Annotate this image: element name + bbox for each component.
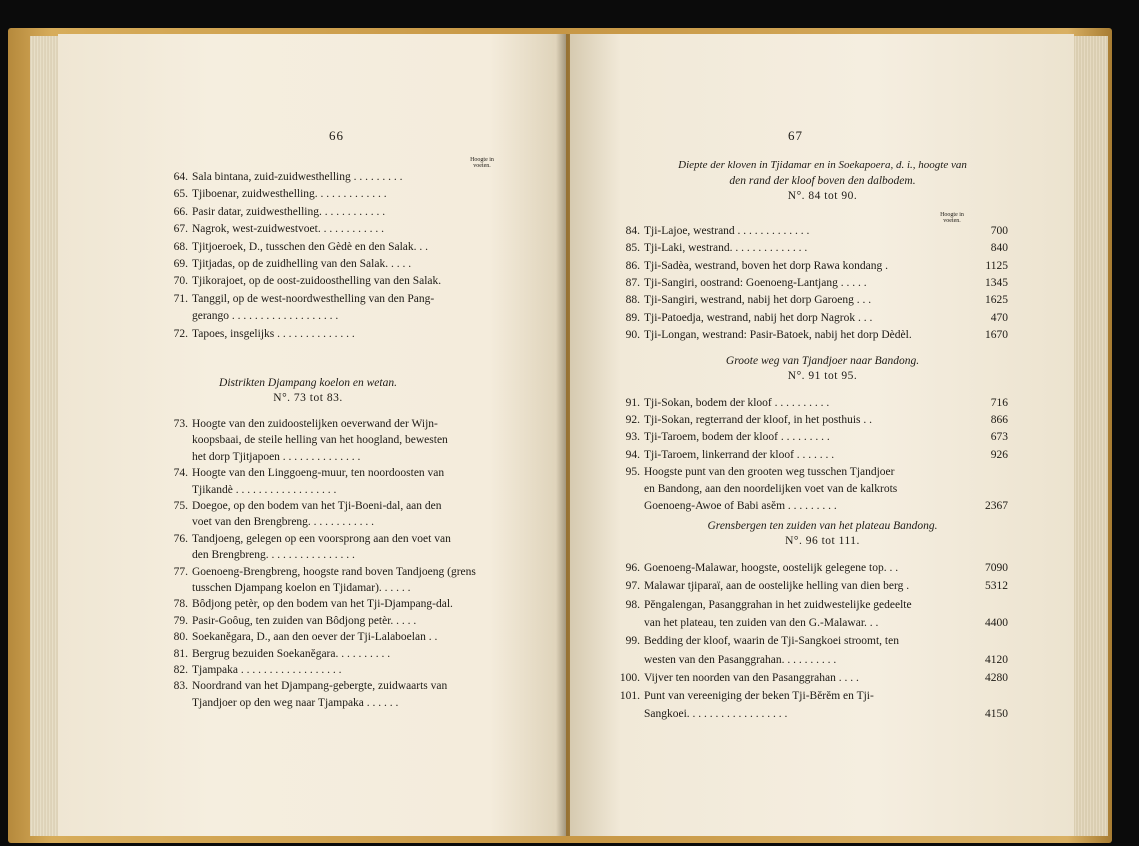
entry-description: Noordrand van het Djampang-gebergte, zuidwaarts van <box>192 680 448 693</box>
column-header: Hoogte in voeten. <box>940 212 964 224</box>
entry-number: 88. <box>625 294 640 307</box>
table-row <box>166 483 608 498</box>
entry-number: 64. <box>173 171 188 183</box>
table-row <box>618 561 1008 576</box>
table-row <box>166 274 608 289</box>
table-row <box>166 663 608 678</box>
entry-description: en Bandong, aan den noordelijken voet van de kalkrots <box>644 483 898 495</box>
entry-description: Goenoeng-Malawar, hoogste, oostelijk gelegene top. . . <box>644 562 899 574</box>
entry-description: Tjikandè . . . . . . . . . . . . . . . . . . <box>192 483 337 496</box>
entry-number: 80. <box>173 631 188 644</box>
entry-description: tusschen Djampang koelon en Tjidamar). . . . . . <box>192 582 411 594</box>
entry-description: Tji-Lajoe, westrand . . . . . . . . . . . . . <box>644 225 810 237</box>
table-row <box>166 187 608 202</box>
entry-number: 98. <box>625 598 640 611</box>
entry-number: 92. <box>625 414 640 427</box>
entry-description: Sala bintana, zuid-zuidwesthelling . . . . . . . . . <box>192 171 403 183</box>
entry-height-value: 4120 <box>985 653 1008 666</box>
table-row <box>166 327 608 342</box>
entry-number: 91. <box>625 397 640 409</box>
page-number: 66 <box>329 128 344 143</box>
entry-number: 83. <box>173 680 188 693</box>
entry-description: Tjitjadas, op de zuidhelling van den Salak. . . . . <box>192 258 412 270</box>
entry-description: van het plateau, ten zuiden van den G.-Malawar. . . <box>644 616 879 629</box>
entry-description: Doegoe, op den bodem van het Tji-Boeni-dal, aan den <box>192 500 442 512</box>
left-page <box>58 34 566 836</box>
entry-height-value: 4280 <box>985 671 1008 684</box>
entry-description: Tjikorajoet, op de oost-zuidoosthelling van den Salak. <box>192 275 442 288</box>
entry-description: Tjampaka . . . . . . . . . . . . . . . . . . <box>192 664 342 676</box>
entry-height-value: 7090 <box>985 562 1008 574</box>
entry-description: Tanggil, op de west-noordwesthelling van den Pang- <box>192 292 435 305</box>
section-title: Distrikten Djampang koelon en wetan. <box>219 377 397 389</box>
table-row <box>618 634 1008 649</box>
entry-height-value: 840 <box>990 242 1008 255</box>
entry-description: Bergrug bezuiden Soekanĕgara. . . . . . . . . . <box>192 647 391 660</box>
table-row <box>618 598 1008 613</box>
page-number: 67 <box>788 128 803 143</box>
table-row <box>166 205 608 220</box>
entry-height-value: 700 <box>990 225 1008 237</box>
entry-height-value: 1670 <box>985 328 1008 341</box>
table-row <box>618 448 1008 463</box>
entry-number: 66. <box>173 205 188 218</box>
entry-height-value: 2367 <box>985 500 1008 513</box>
table-row <box>166 614 608 629</box>
entry-number: 71. <box>173 292 188 305</box>
entry-description: Tjiboenar, zuidwesthelling. . . . . . . . . . . . . <box>192 188 387 201</box>
entry-number: 78. <box>173 598 188 611</box>
entry-description: Goenoeng-Brengbreng, hoogste rand boven Tandjoeng (grens <box>192 565 476 578</box>
section-range: N°. 91 tot 95. <box>787 370 858 382</box>
table-row <box>166 222 608 237</box>
entry-description: Soekanĕgara, D., aan den oever der Tji-Lalaboelan . . <box>192 631 438 644</box>
section-title: Groote weg van Tjandjoer naar Bandong. <box>725 355 920 367</box>
entry-number: 74. <box>173 467 188 480</box>
entry-number: 95. <box>625 465 640 478</box>
table-row <box>166 647 608 662</box>
entry-description: koopsbaai, de steile helling van het hoogland, bewesten <box>192 434 448 447</box>
table-row <box>618 259 1008 274</box>
entry-height-value: 866 <box>990 414 1008 427</box>
right-page <box>570 34 1074 836</box>
entry-number: 86. <box>625 259 640 272</box>
entry-description: Punt van vereeniging der beken Tji-Bĕrĕm en Tji- <box>644 690 874 703</box>
entry-description: Tji-Taroem, bodem der kloof . . . . . . . . . <box>644 431 830 444</box>
column-header: Hoogte in voeten. <box>470 157 494 169</box>
entry-description: Bôdjong petèr, op den bodem van het Tji-Djampang-dal. <box>192 598 453 611</box>
entry-number: 73. <box>173 418 188 430</box>
table-row <box>618 579 1008 594</box>
entry-description: Bedding der kloof, waarin de Tji-Sangkoei stroomt, ten <box>644 635 899 648</box>
table-row <box>618 430 1008 445</box>
entry-description: Tji-Patoedja, westrand, nabij het dorp Nagrok . . . <box>644 311 873 324</box>
entry-number: 100. <box>619 671 640 684</box>
section-title: Diepte der kloven in Tjidamar en in Soekapoera, d. i., hoogte van <box>678 159 967 171</box>
entry-number: 81. <box>173 647 188 660</box>
entry-description: Hoogte van den Linggoeng-muur, ten noordoosten van <box>192 467 445 480</box>
entry-number: 87. <box>625 276 640 289</box>
entry-number: 94. <box>625 448 640 461</box>
section-range: N°. 84 tot 90. <box>787 190 858 202</box>
entry-description: Tji-Sokan, bodem der kloof . . . . . . . . . . <box>644 397 830 409</box>
page-edges-right <box>1068 36 1108 836</box>
section-title: Grensbergen ten zuiden van het plateau Bandong. <box>707 520 938 532</box>
entry-description: den Brengbreng. . . . . . . . . . . . . . . . <box>192 549 355 562</box>
entry-number: 76. <box>173 532 188 545</box>
table-row <box>166 433 608 448</box>
entry-description: Tji-Sadèa, westrand, boven het dorp Rawa kondang . <box>644 259 888 272</box>
entry-description: westen van den Pasanggrahan. . . . . . . . . . <box>644 653 837 666</box>
table-row <box>166 499 608 514</box>
entry-height-value: 470 <box>990 311 1008 324</box>
table-row <box>166 597 608 612</box>
table-row <box>618 689 1008 704</box>
entry-description: Hoogte van den zuidoostelijken oeverwand der Wijn- <box>192 418 438 430</box>
entry-number: 77. <box>173 565 188 578</box>
entry-height-value: 1625 <box>985 294 1008 307</box>
entry-description: Tjitjoeroek, D., tusschen den Gèdè en den Salak. . . <box>192 240 429 253</box>
entry-description: Malawar tjiparaï, aan de oostelijke helling van dien berg . <box>644 580 910 593</box>
entry-description: Tji-Sokan, regterrand der kloof, in het posthuis . . <box>644 414 873 427</box>
entry-description: voet van den Brengbreng. . . . . . . . . . . . <box>192 516 375 529</box>
entry-description: Nagrok, west-zuidwestvoet. . . . . . . . . . . . <box>192 223 384 236</box>
table-row <box>166 240 608 255</box>
entry-number: 65. <box>173 188 188 201</box>
entry-number: 82. <box>173 664 188 676</box>
table-row <box>166 170 608 185</box>
table-row <box>166 466 608 481</box>
table-row <box>166 450 608 465</box>
table-row <box>618 707 1008 722</box>
table-row <box>166 532 608 547</box>
table-row <box>166 696 608 711</box>
entry-height-value: 4400 <box>985 616 1008 629</box>
entry-height-value: 673 <box>990 431 1008 444</box>
table-row <box>618 465 1008 480</box>
entry-description: Hoogste punt van den grooten weg tusschen Tjandjoer <box>644 465 895 478</box>
section-range: N°. 73 tot 83. <box>273 392 343 404</box>
table-row <box>618 499 1008 514</box>
table-row <box>618 482 1008 497</box>
entry-number: 72. <box>173 327 188 340</box>
entry-height-value: 4150 <box>985 708 1008 721</box>
table-row <box>618 671 1008 686</box>
entry-description: Pasir-Goôug, ten zuiden van Bôdjong petèr. . . . . <box>192 614 417 627</box>
table-row <box>166 309 608 324</box>
entry-height-value: 5312 <box>985 580 1008 593</box>
entry-description: Tandjoeng, gelegen op een voorsprong aan den voet van <box>192 532 451 545</box>
entry-number: 97. <box>625 580 640 593</box>
table-row <box>618 653 1008 668</box>
entry-description: Tapoes, insgelijks . . . . . . . . . . . . . . <box>192 327 355 340</box>
entry-number: 79. <box>173 614 188 627</box>
entry-description: het dorp Tjitjapoen . . . . . . . . . . . . . . <box>192 450 361 463</box>
table-row <box>618 241 1008 256</box>
entry-description: Tji-Laki, westrand. . . . . . . . . . . . . . <box>644 242 808 255</box>
entry-number: 101. <box>619 690 640 703</box>
table-row <box>166 292 608 307</box>
entry-description: Tji-Sangiri, westrand, nabij het dorp Garoeng . . . <box>644 294 872 307</box>
entry-number: 96. <box>625 562 640 574</box>
entry-description: Pasir datar, zuidwesthelling. . . . . . . . . . . . <box>192 205 386 218</box>
entry-description: Tji-Sangiri, oostrand: Goenoeng-Lantjang . . . . . <box>644 276 867 289</box>
table-row <box>618 293 1008 308</box>
table-row <box>618 413 1008 428</box>
entry-description: Pĕngalengan, Pasanggrahan in het zuidwestelijke gedeelte <box>644 598 912 611</box>
entry-height-value: 1125 <box>985 259 1008 272</box>
table-row <box>166 581 608 596</box>
table-row <box>618 224 1008 239</box>
table-row <box>166 515 608 530</box>
entry-number: 93. <box>625 431 640 444</box>
entry-height-value: 716 <box>990 397 1008 409</box>
table-row <box>166 565 608 580</box>
entry-number: 67. <box>173 223 188 236</box>
table-row <box>618 311 1008 326</box>
table-row <box>166 679 608 694</box>
table-row <box>618 328 1008 343</box>
entry-description: Goenoeng-Awoe of Babi asĕm . . . . . . . . . <box>644 500 837 513</box>
entry-number: 99. <box>625 635 640 648</box>
entry-number: 70. <box>173 275 188 288</box>
section-subtitle: den rand der kloof boven den dalbodem. <box>729 175 916 187</box>
entry-height-value: 1345 <box>985 276 1008 289</box>
section-range: N°. 96 tot 111. <box>785 535 860 547</box>
table-row <box>618 276 1008 291</box>
entry-number: 85. <box>625 242 640 255</box>
entry-number: 89. <box>625 311 640 324</box>
table-row <box>618 396 1008 411</box>
entry-description: Sangkoei. . . . . . . . . . . . . . . . . . <box>644 708 788 721</box>
entry-description: Tji-Longan, westrand: Pasir-Batoek, nabij het dorp Dèdèl. <box>644 328 912 341</box>
entry-height-value: 926 <box>990 448 1008 461</box>
table-row <box>618 616 1008 631</box>
entry-description: Vijver ten noorden van den Pasanggrahan . . . . <box>644 671 859 684</box>
entry-number: 75. <box>173 500 188 512</box>
entry-description: Tji-Taroem, linkerrand der kloof . . . . . . . <box>644 448 835 461</box>
entry-number: 90. <box>625 328 640 341</box>
entry-number: 84. <box>625 225 640 237</box>
table-row <box>166 630 608 645</box>
entry-description: Tjandjoer op den weg naar Tjampaka . . . . . . <box>192 696 399 709</box>
table-row <box>166 257 608 272</box>
table-row <box>166 417 608 432</box>
entry-number: 68. <box>173 240 188 253</box>
entry-number: 69. <box>173 258 188 270</box>
entry-description: gerango . . . . . . . . . . . . . . . . . . . <box>192 310 339 323</box>
table-row <box>166 548 608 563</box>
